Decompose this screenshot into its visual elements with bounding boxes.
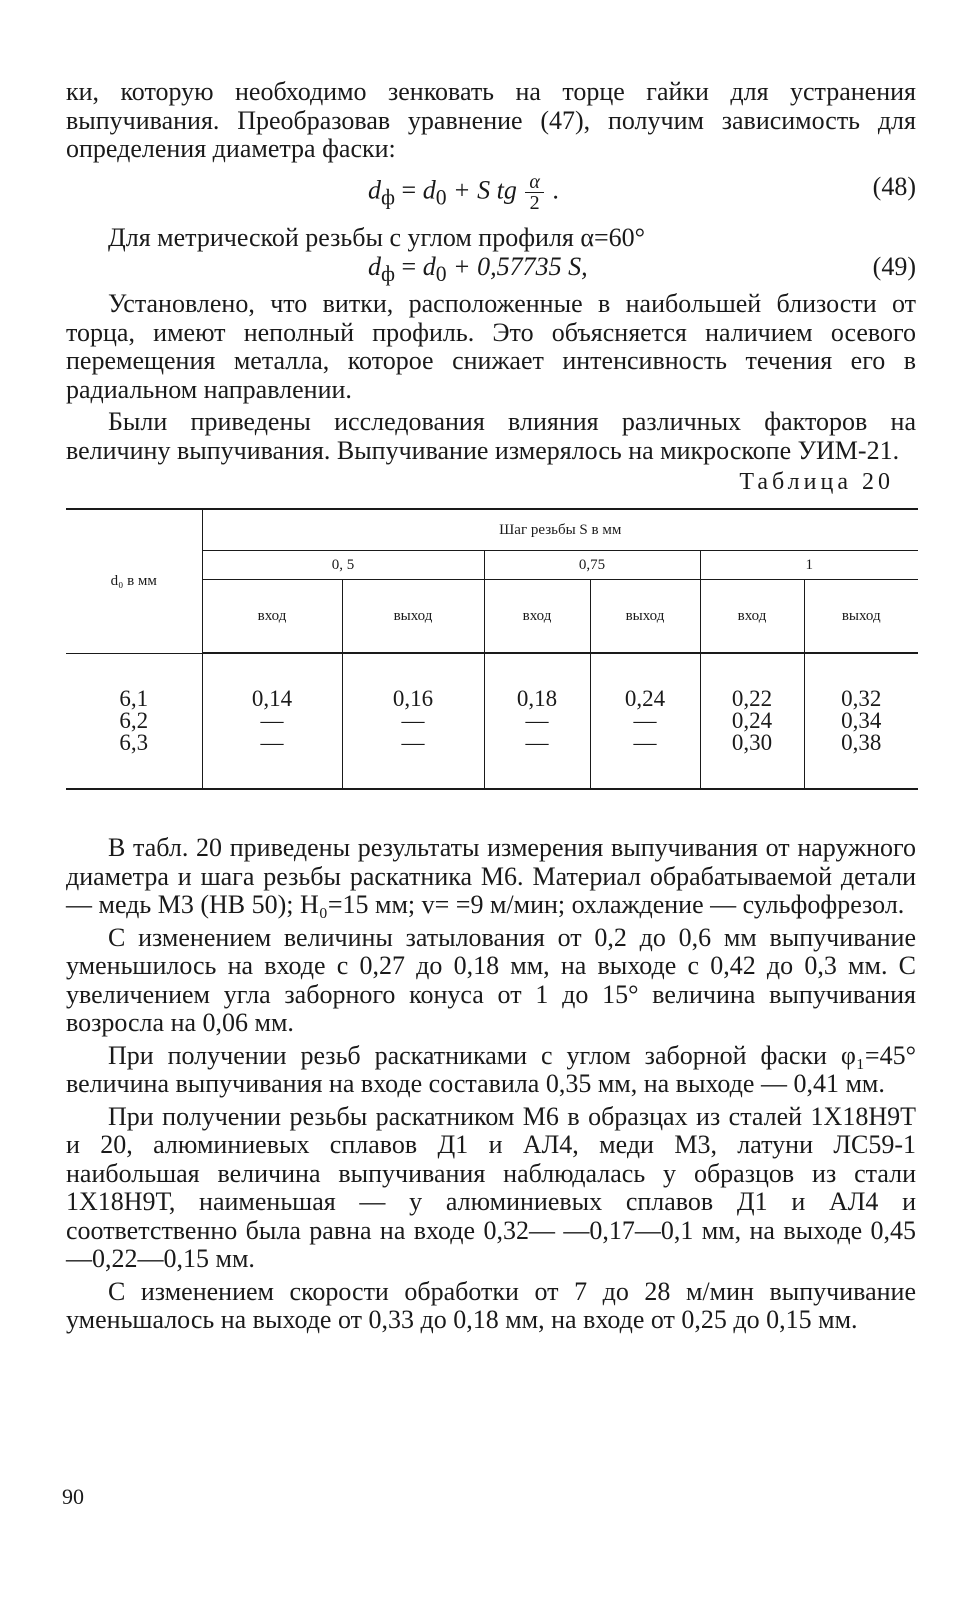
table-column-1-out [804, 653, 918, 789]
step-header-0-5: 0, 5 [202, 551, 484, 580]
fraction-alpha-over-2: $\frac{\alpha}{2}$ [525, 172, 544, 213]
table-cell: 0,22 [731, 686, 773, 711]
paragraph-6: С изменением величины затылования от 0,2 до 0,6 мм выпучивание уменьшилось на входе с 0,27 до 0,18 мм, на выходе с 0,42 до 0,3 мм. С увеличением угла заборного конуса от 1 до 15° величина выпучивания возросла на 0,06 мм. [66, 922, 916, 1037]
row-header: d₀ в мм [66, 509, 202, 653]
table-cell: 0,18 [516, 686, 558, 711]
table-cell: — [401, 730, 425, 755]
table-cell: 6,2 [119, 707, 149, 733]
table-column-0-5-out [342, 653, 484, 789]
table-cell: — [401, 708, 425, 733]
table-cell: — [260, 708, 284, 733]
table-column-d0 [66, 653, 202, 789]
table-cell: 6,3 [119, 729, 149, 755]
group-header: Шаг резьбы S в мм [202, 509, 918, 551]
table-body-row [66, 653, 918, 789]
table-cell: — [525, 708, 549, 733]
table-cell: 0,24 [731, 708, 773, 733]
formula-49 [66, 252, 916, 287]
table-column-0-75-in [484, 653, 590, 789]
table-column-1-in [700, 653, 804, 789]
paragraph-7: При получении резьб раскатниками с углом заборной фаски φ₁=45° величина выпучивания на входе составила 0,35 мм, на выходе — 0,41 мм. [66, 1040, 916, 1098]
table-20 [66, 508, 918, 790]
io-header: выход [804, 580, 918, 654]
table-cell: 0,24 [624, 686, 666, 711]
page-number: 90 [62, 1484, 84, 1509]
io-header: вход [484, 580, 590, 654]
table-caption: Таблица 20 [739, 469, 894, 495]
formula-49-number: (49) [872, 252, 916, 281]
io-header: выход [342, 580, 484, 654]
io-header: вход [202, 580, 342, 654]
paragraph-9: С изменением скорости обработки от 7 до 28 м/мин выпучивание уменьшалось на выходе от 0,33 до 0,18 мм, на входе от 0,25 до 0,15 мм. [66, 1276, 916, 1334]
paragraph-5: В табл. 20 приведены результаты измерения выпучивания от наружного диаметра и шага резьбы раскатника М6. Материал обрабатываемой детали — медь М3 (HB 50); H₀=15 мм; v= =9 м/мин; охлаждение — сульфофрезол. [66, 833, 916, 919]
table-cell: 0,16 [392, 686, 434, 711]
paragraph-1: ки, которую необходимо зенковать на торце гайки для устранения выпучивания. Преобразовав уравнение (47), получим зависимость для определения диаметра фаски: [66, 77, 916, 163]
io-header: выход [590, 580, 700, 654]
io-header: вход [700, 580, 804, 654]
table-cell: 0,32 [841, 686, 882, 711]
table-cell: — [525, 730, 549, 755]
step-header-1: 1 [700, 551, 918, 580]
table-cell: — [633, 730, 657, 755]
table-cell: — [260, 730, 284, 755]
paragraph-2: Для метрической резьбы с углом профиля α=60° [108, 222, 646, 252]
table-cell: 0,38 [841, 730, 882, 755]
table-column-0-5-in [202, 653, 342, 789]
step-header-0-75: 0,75 [484, 551, 700, 580]
table-cell: 0,34 [841, 708, 882, 733]
table-column-0-75-out [590, 653, 700, 789]
formula-49-expression: $d_ф = d_0 + 0,57735$ S, [368, 252, 588, 287]
table-cell: — [633, 708, 657, 733]
table-cell: 0,14 [251, 686, 293, 711]
formula-48 [66, 164, 916, 224]
paragraph-8: При получении резьбы раскатником М6 в образцах из сталей 1Х18Н9Т и 20, алюминиевых сплавов Д1 и АЛ4, меди М3, латуни ЛС59-1 наибольшая величина выпучивания наблюдалась у образцов из стали 1Х18Н9Т, наименьшая — у алюминиевых сплавов Д1 и АЛ4 и соответственно была равна на входе 0,32— —0,17—0,1 мм, на выходе 0,45—0,22—0,15 мм. [66, 1101, 916, 1273]
paragraph-3: Установлено, что витки, расположенные в наибольшей близости от торца, имеют неполный профиль. Это объясняется наличием осевого перемещения металла, которое снижает интенсивность течения его в радиальном направлении. [66, 289, 916, 404]
formula-48-expression: $d_ф = d_0 + S$ tg $\frac{\alpha}{2}$ . [368, 170, 559, 214]
formula-48-number: (48) [872, 171, 916, 201]
table-cell: 6,1 [119, 685, 149, 711]
page-body [66, 78, 916, 1335]
paragraph-4: Были приведены исследования влияния различных факторов на величину выпучивания. Выпучивание измерялось на микроскопе УИМ-21. [66, 407, 916, 465]
table-cell: 0,30 [731, 730, 773, 755]
